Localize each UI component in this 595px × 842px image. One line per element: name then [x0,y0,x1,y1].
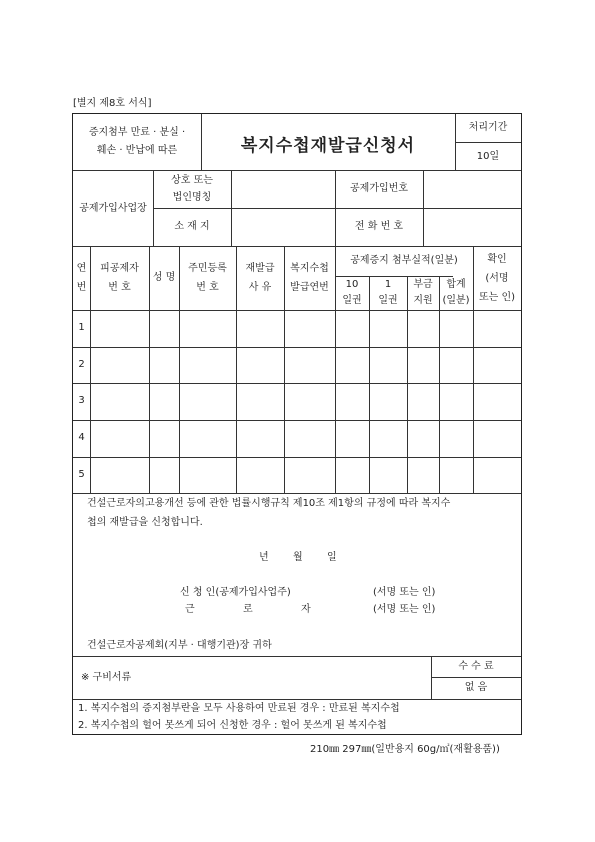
header-condition-line1: 증지첨부 만료 · 분실 · [88,127,186,138]
employer-number-label: 공제가입번호 [350,183,408,194]
col-reason-2: 사 유 [248,282,272,293]
table-row: 5 [78,469,85,480]
col-total-2: (일분) [442,295,470,306]
employer-section-label: 공제가입사업장 [79,203,147,214]
col-stamp1-1: 1 [384,279,392,290]
applicant-label: 신 청 인(공제가입사업주) [180,587,291,598]
col-stamp10-2: 일권 [342,295,362,306]
date-day: 일 [327,552,337,563]
table-row: 3 [78,395,85,406]
document-item-2: 2. 복지수첩의 헐어 못쓰게 되어 신청한 경우 : 헐어 못쓰게 된 복지수첩 [78,720,387,731]
date-year: 년 [259,552,269,563]
worker-label-1: 근 [185,604,195,615]
date-month: 월 [293,552,303,563]
col-reason-1: 재발급 [245,263,275,274]
col-support-1: 부금 [413,279,433,290]
col-stamp10-1: 10 [345,279,359,290]
employer-address-label: 소 재 지 [174,221,210,232]
form-title: 복지수첩재발급신청서 [240,136,416,156]
col-total-1: 합계 [446,279,466,290]
form-number-label: [별지 제8호 서식] [73,98,152,109]
col-confirm-3: 또는 인) [478,292,516,303]
employer-name-field[interactable] [232,171,334,207]
table-row: 1 [78,322,85,333]
col-resident-1: 주민등록 [188,263,227,274]
employer-phone-field[interactable] [424,209,520,245]
required-documents-label: ※ 구비서류 [81,672,132,683]
statement-line-1: 건설근로자의고용개선 등에 관한 법률시행규칙 제10조 제1항의 규정에 따라 복지수 [87,498,451,509]
col-name: 성 명 [152,272,176,283]
employer-number-field[interactable] [424,171,520,207]
col-stamp1-2: 일권 [378,295,398,306]
col-insured-2: 번 호 [108,282,131,293]
employer-address-field[interactable] [232,209,334,245]
col-booklet-2: 발급연번 [290,282,329,293]
employer-phone-label: 전 화 번 호 [354,221,404,232]
table-row: 4 [78,432,85,443]
fee-label: 수 수 료 [458,661,494,672]
col-no-1: 연 [76,263,87,274]
table-row: 2 [78,359,85,370]
statement-line-2: 첩의 재발급을 신청합니다. [87,517,203,528]
col-support-2: 지원 [413,295,433,306]
col-confirm-1: 확인 [487,254,507,265]
paper-spec-footer: 210㎜ 297㎜(일반용지 60g/㎡(재활용품)) [310,744,500,755]
processing-period-value: 10일 [476,151,500,162]
application-form [72,113,522,735]
col-no-2: 번 [76,282,87,293]
worker-label-2: 로 [243,604,253,615]
employer-name-label-1: 상호 또는 [171,175,213,186]
document-item-1: 1. 복지수첩의 증지첨부란을 모두 사용하여 만료된 경우 : 만료된 복지수첩 [78,703,400,714]
col-insured-1: 피공제자 [100,263,139,274]
col-stamp-group: 공제증지 첨부실적(일분) [350,255,458,266]
recipient-line: 건설근로자공제회(지부 · 대행기관)장 귀하 [87,640,272,651]
fee-value: 없 음 [464,682,488,693]
col-booklet-1: 복지수첩 [290,263,329,274]
worker-sign: (서명 또는 인) [373,604,436,615]
worker-label-3: 자 [301,604,311,615]
header-condition-line2: 훼손 · 반납에 따른 [96,145,178,156]
processing-period-label: 처리기간 [468,122,508,133]
col-confirm-2: (서명 [485,273,509,284]
employer-name-label-2: 법인명칭 [172,192,212,203]
applicant-sign: (서명 또는 인) [373,587,436,598]
col-resident-2: 번 호 [196,282,219,293]
